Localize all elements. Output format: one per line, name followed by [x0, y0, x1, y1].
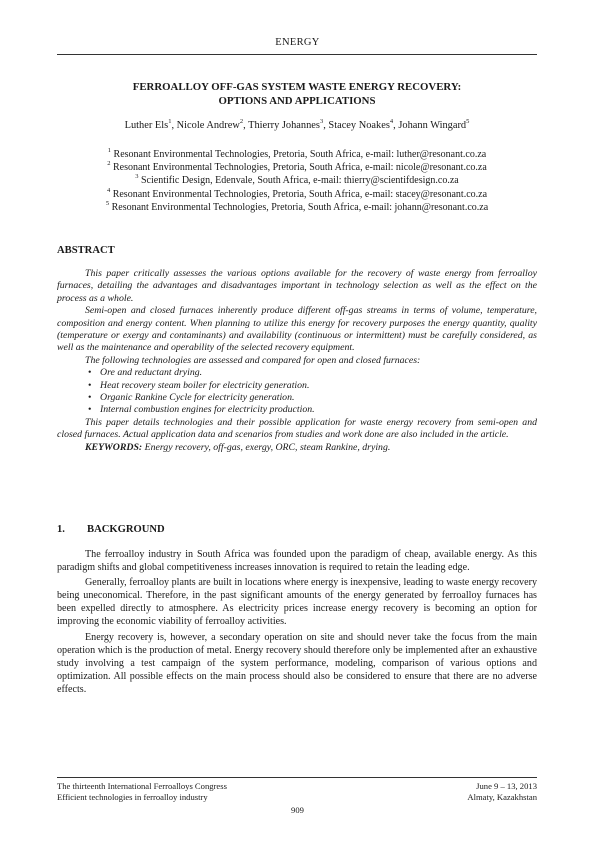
conference-theme: Efficient technologies in ferroalloy industry: [57, 792, 208, 802]
author-affiliation-mark: 3: [319, 118, 324, 125]
affiliation: [57, 201, 537, 214]
section-number: 1.: [57, 524, 65, 535]
author-list: Luther Els$^1$, Nicole Andrew$^2$, Thierry Johannes$^3$, Stacey Noakes$^4$, Johann Wingard$^5$: [124, 118, 470, 131]
affiliation-text: Resonant Environmental Technologies, Pretoria, South Africa, e-mail: stacey@resonant.co.za: [112, 188, 488, 200]
author: [125, 120, 172, 131]
section-title: BACKGROUND: [87, 524, 165, 535]
author-name: Thierry Johannes: [248, 120, 320, 131]
affiliation-text: Scientific Design, Edenvale, South Africa, e-mail: thierry@scientifdesign.co.za: [141, 175, 459, 187]
author-affiliation-mark: 4: [389, 118, 394, 125]
abstract-heading: ABSTRACT: [57, 245, 115, 256]
title-line-2: OPTIONS AND APPLICATIONS: [218, 95, 376, 107]
affiliation-text: Resonant Environmental Technologies, Pretoria, South Africa, e-mail: johann@resonant.co.za: [111, 201, 489, 213]
conference-location: Almaty, Kazakhstan: [467, 792, 537, 802]
author-affiliation-mark: 2: [239, 118, 244, 125]
conference-name: The thirteenth International Ferroalloys Congress: [57, 781, 227, 791]
author: [328, 120, 393, 131]
affiliation-mark: 4: [106, 186, 111, 194]
affiliation-mark: 3: [135, 173, 139, 181]
abstract-body: [57, 268, 537, 454]
footer-right: [467, 781, 537, 803]
author-name: Stacey Noakes: [328, 120, 390, 131]
affiliation-mark: 2: [107, 160, 111, 168]
list-item-text: Internal combustion engines for electricity production.: [100, 404, 315, 416]
abstract-paragraph: The following technologies are assessed and compared for open and closed furnaces:: [85, 354, 421, 366]
keywords-label: KEYWORDS:: [85, 441, 143, 453]
affiliation: [57, 174, 537, 187]
body-paragraph: The ferroalloy industry in South Africa was founded upon the paradigm of cheap, available energy. As this paradigm shifts and global competitiveness increases innovation is required to retain the leading edge.: [57, 549, 537, 574]
author-name: Luther Els: [124, 120, 169, 131]
section-heading: [57, 524, 165, 535]
page-number: 909: [291, 805, 304, 815]
affiliation-list: [57, 148, 537, 214]
list-item-text: Organic Rankine Cycle for electricity generation.: [100, 392, 295, 404]
author-name: Nicole Andrew: [176, 120, 240, 131]
conference-dates: June 9 – 13, 2013: [476, 781, 537, 791]
affiliation: [57, 188, 537, 201]
author: [177, 120, 243, 131]
footer-left: [57, 781, 227, 803]
affiliation-text: Resonant Environmental Technologies, Pretoria, South Africa, e-mail: nicole@resonant.co.za: [112, 162, 487, 174]
list-item: [57, 404, 537, 416]
bullet-icon: •: [88, 404, 92, 416]
list-item-text: Ore and reductant drying.: [100, 367, 203, 379]
bullet-icon: •: [88, 367, 92, 379]
author: [398, 120, 469, 131]
affiliation-mark: 1: [107, 147, 112, 154]
body-paragraph: Energy recovery is, however, a secondary operation on site and should never take the focus from the main operation which is the production of metal. Energy recovery should therefore only be implemented after an exhaustive study involving a test campaign of the system performance, modeling, comparison of various options and optimization. All possible effects on the main process should also be considered to ensure that there are no adverse effects.: [57, 631, 537, 695]
bullet-icon: •: [88, 379, 92, 391]
body-paragraph: Generally, ferroalloy plants are built in locations where energy is inexpensive, leading to waste energy recovery being uneconomical. Therefore, in the past significant amounts of the energy generated by ferroalloy furnaces has been expelled directly to atmosphere. As electricity prices increase energy recovery is becoming an option for improving the economic viability of ferroalloy activities.: [57, 577, 537, 628]
abstract-paragraph: This paper critically assesses the various options available for the recovery of waste energy from ferroalloy furnaces, detailing the advantages and disadvantages important in technology selection as well as the effect on the process as a whole.: [57, 268, 537, 304]
paper-title: [57, 80, 537, 108]
list-item-text: Heat recovery steam boiler for electricity generation.: [100, 379, 310, 391]
affiliation: [57, 148, 537, 161]
abstract-paragraph: Semi-open and closed furnaces inherently produce different off-gas streams in terms of volume, temperature, composition and energy content. When planning to utilize this energy for recovery purposes the energy quantity, quality (temperature or exergy and contaminants) and availability (continuous or intermittent) must be carefully considered, as well as the maintenance and operability of the selected recovery equipment.: [57, 305, 537, 354]
footer-rule: [57, 777, 537, 778]
keywords-line: [57, 442, 537, 454]
keywords-text: Energy recovery, off-gas, exergy, ORC, steam Rankine, drying.: [142, 441, 391, 453]
author-name: Johann Wingard: [398, 120, 467, 131]
title-line-1: FERROALLOY OFF-GAS SYSTEM WASTE ENERGY RECOVERY:: [132, 81, 462, 93]
section-body: [57, 548, 537, 698]
technology-list: [57, 367, 537, 417]
bullet-icon: •: [88, 392, 92, 404]
abstract-paragraph: This paper details technologies and their possible application for waste energy recovery from semi-open and closed furnaces. Actual application data and scenarios from studies and work done are also included in the article.: [57, 416, 537, 441]
author: [248, 120, 323, 131]
header-rule: [57, 54, 537, 55]
affiliation: [57, 161, 537, 174]
author-affiliation-mark: 1: [168, 118, 172, 125]
list-item: [57, 380, 537, 392]
running-head: ENERGY: [275, 37, 320, 48]
list-item: [57, 392, 537, 404]
affiliation-text: Resonant Environmental Technologies, Pretoria, South Africa, e-mail: luther@resonant.co.za: [113, 149, 487, 160]
affiliation-mark: 5: [105, 199, 110, 207]
list-item: [57, 367, 537, 379]
author-affiliation-mark: 5: [466, 118, 470, 125]
